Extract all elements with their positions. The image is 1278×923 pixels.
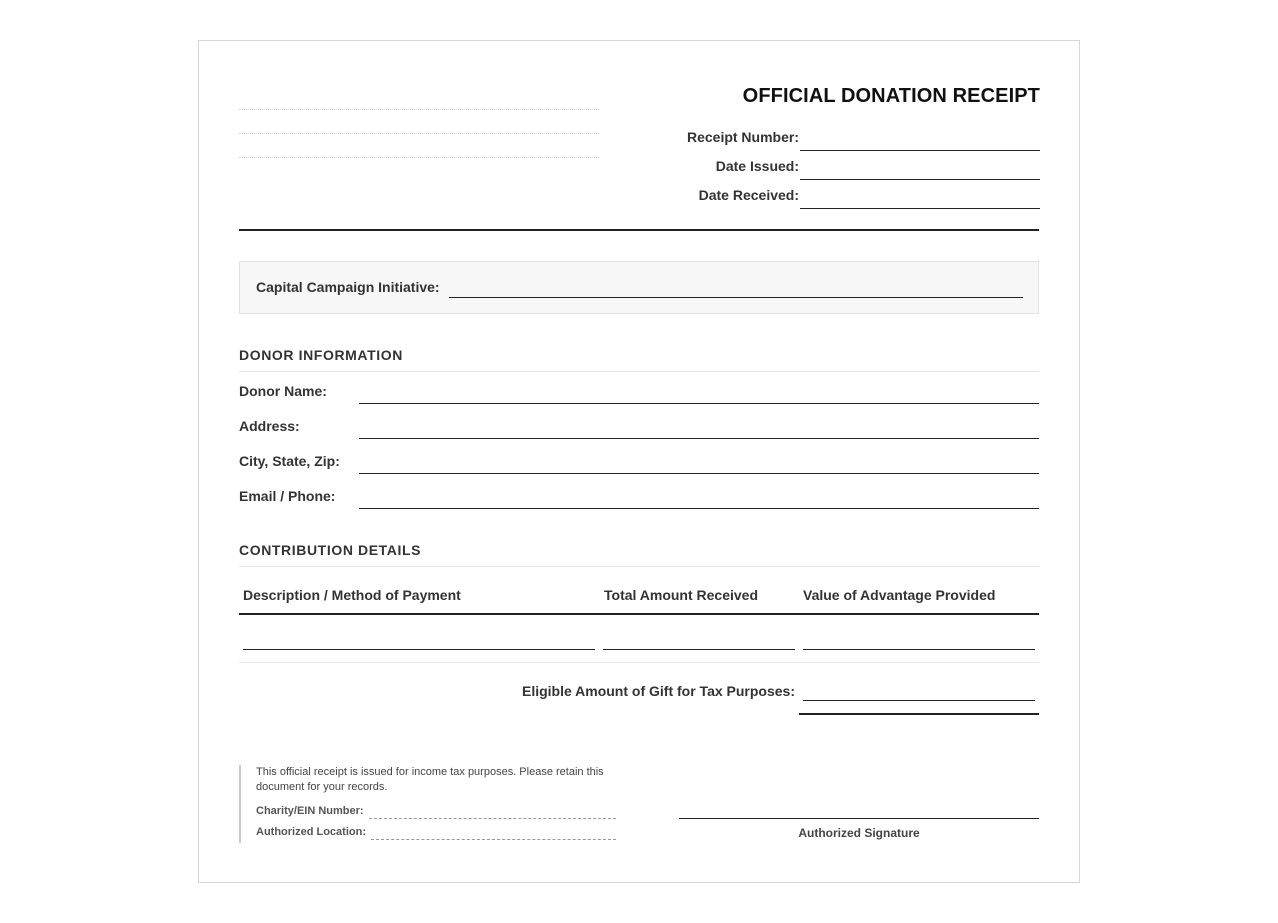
charity-number-label: Charity/EIN Number: (256, 805, 364, 817)
email-phone-label: Email / Phone: (239, 488, 336, 504)
city-state-zip-field[interactable] (359, 473, 1039, 474)
donor-name-field[interactable] (359, 403, 1039, 404)
receipt-number-row (639, 122, 1040, 151)
donor-name-label: Donor Name: (239, 383, 327, 399)
header-divider (239, 229, 1039, 231)
contribution-section-heading: CONTRIBUTION DETAILS (239, 542, 1039, 567)
eligible-amount-label: Eligible Amount of Gift for Tax Purposes: (521, 683, 795, 699)
eligible-amount-rule (799, 713, 1039, 715)
table-row-divider (239, 662, 1039, 663)
campaign-field[interactable] (449, 297, 1023, 298)
campaign-label: Capital Campaign Initiative: (256, 279, 440, 295)
donor-name-row (239, 374, 1039, 404)
city-state-zip-row (239, 444, 1039, 474)
receipt-number-label: Receipt Number: (686, 129, 799, 145)
column-header-advantage-value: Value of Advantage Provided (803, 587, 996, 603)
date-issued-label: Date Issued: (715, 158, 799, 174)
total-amount-field[interactable] (603, 649, 795, 650)
organization-address-line (239, 133, 599, 134)
signature-field[interactable] (679, 818, 1039, 819)
authorized-location-row (256, 819, 619, 840)
column-header-total-amount: Total Amount Received (604, 587, 759, 603)
table-header-rule (239, 613, 1039, 615)
donor-section-heading: DONOR INFORMATION (239, 347, 1039, 372)
footer-note (239, 765, 619, 843)
authorized-location-label: Authorized Location: (256, 826, 366, 838)
date-received-field[interactable] (800, 208, 1040, 209)
receipt-sheet (198, 40, 1080, 883)
organization-contact-line (239, 157, 599, 158)
eligible-amount-field[interactable] (803, 700, 1035, 701)
charity-number-row (256, 798, 619, 819)
column-header-description: Description / Method of Payment (243, 587, 461, 603)
email-phone-row (239, 479, 1039, 509)
description-field[interactable] (243, 649, 595, 650)
address-label: Address: (239, 418, 300, 434)
receipt-title: OFFICIAL DONATION RECEIPT (742, 85, 1040, 107)
campaign-box (239, 261, 1039, 314)
date-received-label: Date Received: (698, 187, 799, 203)
date-issued-row (639, 151, 1040, 180)
authorized-location-field[interactable] (371, 839, 616, 840)
email-phone-field[interactable] (359, 508, 1039, 509)
organization-name-line (239, 109, 599, 110)
tax-notice-text: This official receipt is issued for income tax purposes. Please retain this document for your records. (256, 766, 604, 793)
address-row (239, 409, 1039, 439)
city-state-zip-label: City, State, Zip: (239, 453, 340, 469)
address-field[interactable] (359, 438, 1039, 439)
advantage-value-field[interactable] (803, 649, 1035, 650)
signature-label: Authorized Signature (798, 826, 920, 840)
date-received-row (639, 180, 1040, 209)
